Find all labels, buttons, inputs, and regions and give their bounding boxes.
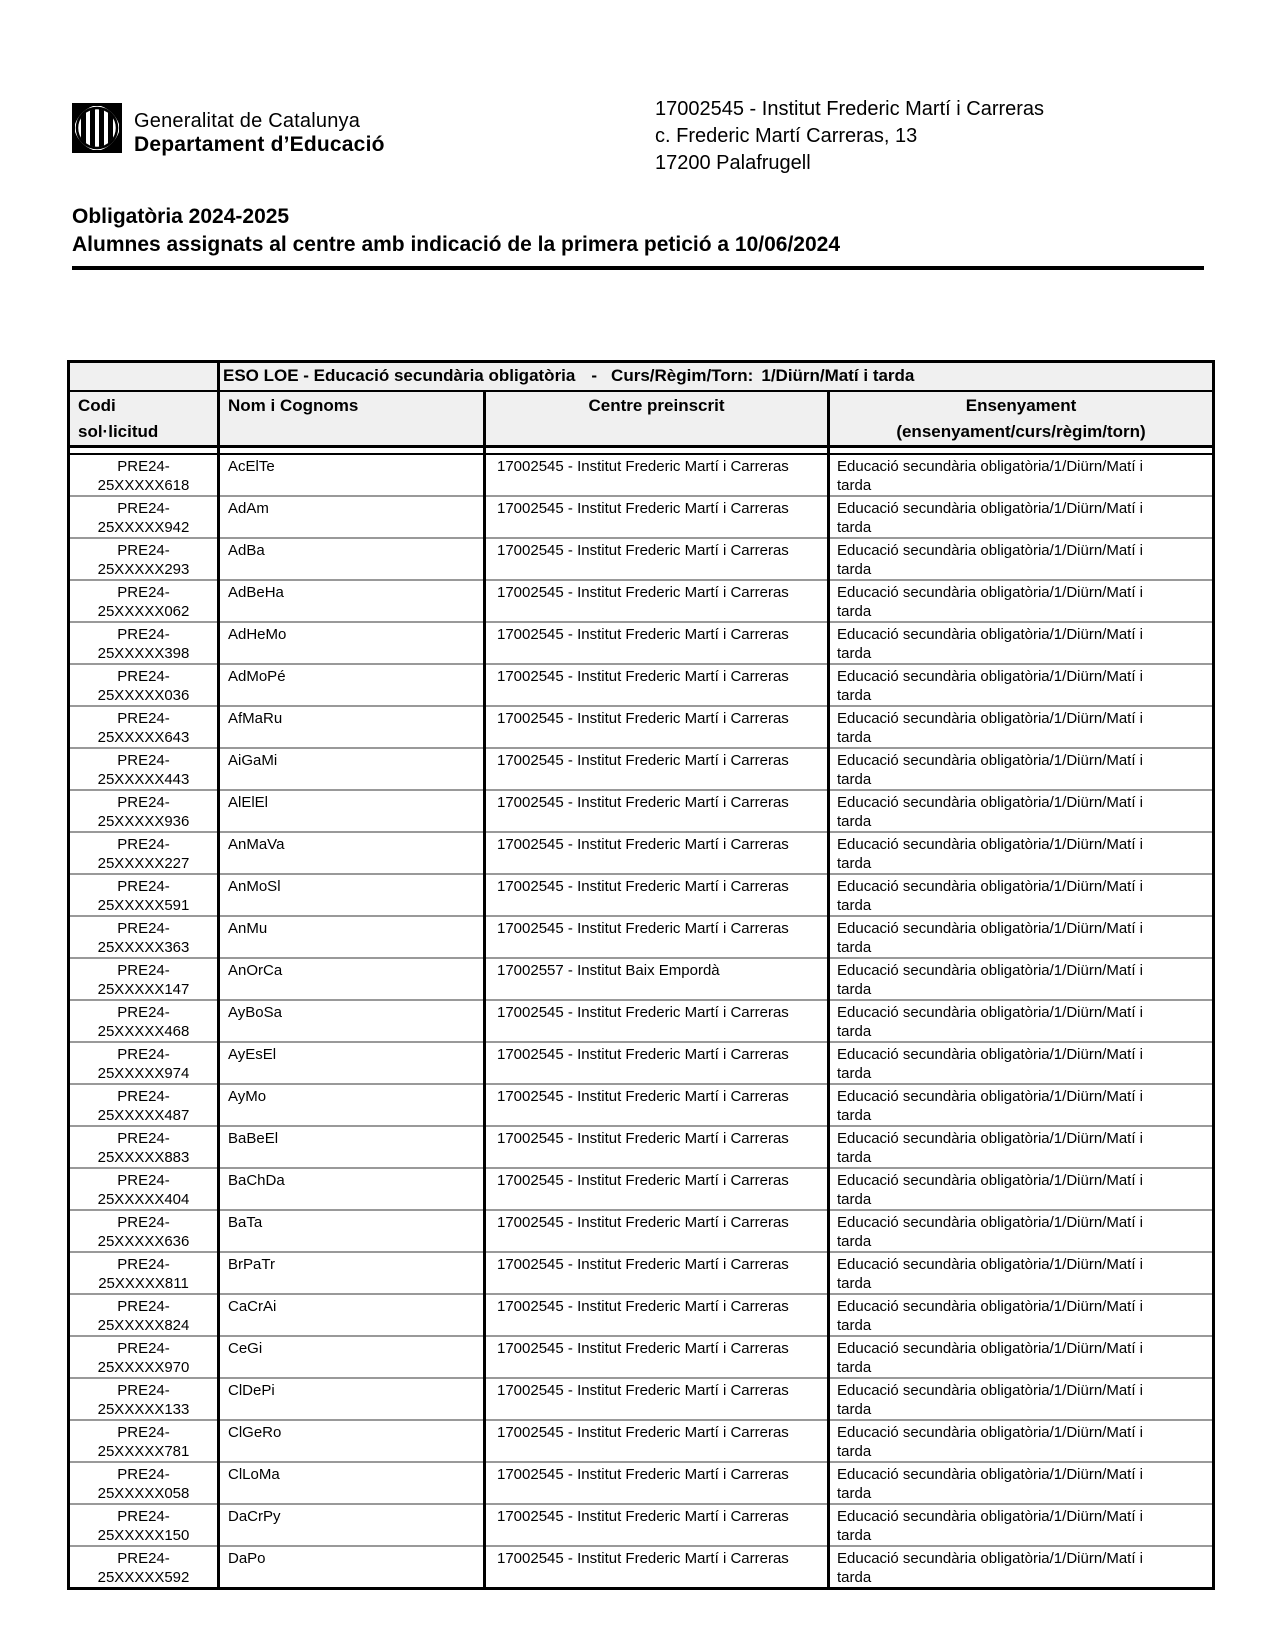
cell-nom-cognoms: BrPaTr <box>219 1252 485 1294</box>
table-row <box>69 1210 1214 1252</box>
cell-ensenyament: Educació secundària obligatòria/1/Diürn/Matí i tarda <box>829 748 1214 790</box>
cell-centre-preinscrit: 17002545 - Institut Frederic Martí i Carreras <box>485 1252 829 1294</box>
cell-codi-sollicitud: PRE24- 25XXXXX404 <box>69 1168 219 1210</box>
cell-centre-preinscrit: 17002545 - Institut Frederic Martí i Carreras <box>485 1042 829 1084</box>
cell-codi-sollicitud: PRE24- 25XXXXX942 <box>69 496 219 538</box>
column-header-ensenyament <box>829 391 1214 447</box>
cell-ensenyament: Educació secundària obligatòria/1/Diürn/Matí i tarda <box>829 1378 1214 1420</box>
cell-codi-sollicitud: PRE24- 25XXXXX636 <box>69 1210 219 1252</box>
centre-address <box>655 96 1044 177</box>
centre-address-line3: 17200 Palafrugell <box>655 152 811 174</box>
cell-ensenyament: Educació secundària obligatòria/1/Diürn/Matí i tarda <box>829 1168 1214 1210</box>
table-row <box>69 1546 1214 1589</box>
cell-nom-cognoms: BaTa <box>219 1210 485 1252</box>
cell-centre-preinscrit: 17002545 - Institut Frederic Martí i Carreras <box>485 538 829 580</box>
cell-nom-cognoms: ClLoMa <box>219 1462 485 1504</box>
cell-centre-preinscrit: 17002545 - Institut Frederic Martí i Carreras <box>485 1420 829 1462</box>
cell-codi-sollicitud: PRE24- 25XXXXX150 <box>69 1504 219 1546</box>
cell-ensenyament: Educació secundària obligatòria/1/Diürn/Matí i tarda <box>829 496 1214 538</box>
cell-centre-preinscrit: 17002545 - Institut Frederic Martí i Carreras <box>485 916 829 958</box>
column-header-nom: Nom i Cognoms <box>219 391 485 447</box>
org-name-line1: Generalitat de Catalunya <box>134 110 361 132</box>
table-row <box>69 1462 1214 1504</box>
cell-ensenyament: Educació secundària obligatòria/1/Diürn/Matí i tarda <box>829 580 1214 622</box>
cell-nom-cognoms: AnMu <box>219 916 485 958</box>
cell-codi-sollicitud: PRE24- 25XXXXX487 <box>69 1084 219 1126</box>
cell-nom-cognoms: AnOrCa <box>219 958 485 1000</box>
cell-codi-sollicitud: PRE24- 25XXXXX293 <box>69 538 219 580</box>
cell-ensenyament: Educació secundària obligatòria/1/Diürn/Matí i tarda <box>829 664 1214 706</box>
cell-nom-cognoms: AnMaVa <box>219 832 485 874</box>
cell-centre-preinscrit: 17002545 - Institut Frederic Martí i Carreras <box>485 1378 829 1420</box>
table-row <box>69 874 1214 916</box>
page-title-line1: Obligatòria 2024-2025 <box>72 205 290 228</box>
table-row <box>69 1084 1214 1126</box>
cell-ensenyament: Educació secundària obligatòria/1/Diürn/Matí i tarda <box>829 1042 1214 1084</box>
cell-centre-preinscrit: 17002545 - Institut Frederic Martí i Carreras <box>485 1336 829 1378</box>
org-name <box>134 103 385 157</box>
cell-codi-sollicitud: PRE24- 25XXXXX058 <box>69 1462 219 1504</box>
cell-codi-sollicitud: PRE24- 25XXXXX147 <box>69 958 219 1000</box>
cell-codi-sollicitud: PRE24- 25XXXXX592 <box>69 1546 219 1589</box>
cell-ensenyament: Educació secundària obligatòria/1/Diürn/Matí i tarda <box>829 706 1214 748</box>
section-program: ESO LOE - Educació secundària obligatòria <box>223 366 576 386</box>
cell-ensenyament: Educació secundària obligatòria/1/Diürn/Matí i tarda <box>829 622 1214 664</box>
cell-codi-sollicitud: PRE24- 25XXXXX398 <box>69 622 219 664</box>
cell-codi-sollicitud: PRE24- 25XXXXX643 <box>69 706 219 748</box>
cell-centre-preinscrit: 17002545 - Institut Frederic Martí i Carreras <box>485 1168 829 1210</box>
section-curs-regim-torn-value: 1/Diürn/Matí i tarda <box>761 366 915 386</box>
header-spacer-row <box>69 446 1214 454</box>
centre-address-line1: 17002545 - Institut Frederic Martí i Carreras <box>655 98 1045 120</box>
table-row <box>69 1336 1214 1378</box>
cell-codi-sollicitud: PRE24- 25XXXXX970 <box>69 1336 219 1378</box>
cell-codi-sollicitud: PRE24- 25XXXXX468 <box>69 1000 219 1042</box>
section-separator: - <box>591 366 598 386</box>
cell-ensenyament: Educació secundària obligatòria/1/Diürn/Matí i tarda <box>829 1294 1214 1336</box>
column-header-codi-line2: sol·licitud <box>78 421 159 441</box>
cell-codi-sollicitud: PRE24- 25XXXXX974 <box>69 1042 219 1084</box>
cell-nom-cognoms: AdMoPé <box>219 664 485 706</box>
cell-codi-sollicitud: PRE24- 25XXXXX936 <box>69 790 219 832</box>
generalitat-logo-icon <box>72 103 122 153</box>
org-name-line2: Departament d’Educació <box>134 133 385 156</box>
table-row <box>69 1504 1214 1546</box>
assignments-table <box>67 360 1215 1590</box>
cell-codi-sollicitud: PRE24- 25XXXXX133 <box>69 1378 219 1420</box>
table-row <box>69 706 1214 748</box>
cell-nom-cognoms: AdBeHa <box>219 580 485 622</box>
cell-codi-sollicitud: PRE24- 25XXXXX062 <box>69 580 219 622</box>
cell-centre-preinscrit: 17002545 - Institut Frederic Martí i Carreras <box>485 1084 829 1126</box>
table-row <box>69 1294 1214 1336</box>
cell-nom-cognoms: ClGeRo <box>219 1420 485 1462</box>
cell-nom-cognoms: DaPo <box>219 1546 485 1589</box>
cell-nom-cognoms: AnMoSl <box>219 874 485 916</box>
cell-codi-sollicitud: PRE24- 25XXXXX811 <box>69 1252 219 1294</box>
cell-nom-cognoms: AiGaMi <box>219 748 485 790</box>
page-title <box>72 203 1204 270</box>
cell-centre-preinscrit: 17002545 - Institut Frederic Martí i Carreras <box>485 1210 829 1252</box>
cell-centre-preinscrit: 17002545 - Institut Frederic Martí i Carreras <box>485 874 829 916</box>
cell-nom-cognoms: AyEsEl <box>219 1042 485 1084</box>
cell-nom-cognoms: CeGi <box>219 1336 485 1378</box>
cell-centre-preinscrit: 17002545 - Institut Frederic Martí i Carreras <box>485 706 829 748</box>
table-row <box>69 1168 1214 1210</box>
section-title-row <box>69 362 1214 391</box>
cell-nom-cognoms: AdBa <box>219 538 485 580</box>
table-row <box>69 1420 1214 1462</box>
cell-centre-preinscrit: 17002545 - Institut Frederic Martí i Carreras <box>485 1294 829 1336</box>
table-row <box>69 748 1214 790</box>
cell-nom-cognoms: AyBoSa <box>219 1000 485 1042</box>
table-row <box>69 664 1214 706</box>
table-row <box>69 622 1214 664</box>
cell-centre-preinscrit: 17002545 - Institut Frederic Martí i Carreras <box>485 496 829 538</box>
cell-centre-preinscrit: 17002545 - Institut Frederic Martí i Carreras <box>485 790 829 832</box>
column-header-ensenyament-line2: (ensenyament/curs/règim/torn) <box>896 421 1146 441</box>
table-row <box>69 790 1214 832</box>
cell-ensenyament: Educació secundària obligatòria/1/Diürn/Matí i tarda <box>829 1420 1214 1462</box>
cell-ensenyament: Educació secundària obligatòria/1/Diürn/Matí i tarda <box>829 1000 1214 1042</box>
cell-nom-cognoms: AyMo <box>219 1084 485 1126</box>
cell-centre-preinscrit: 17002545 - Institut Frederic Martí i Carreras <box>485 454 829 496</box>
table-row <box>69 580 1214 622</box>
cell-centre-preinscrit: 17002545 - Institut Frederic Martí i Carreras <box>485 580 829 622</box>
cell-ensenyament: Educació secundària obligatòria/1/Diürn/Matí i tarda <box>829 832 1214 874</box>
cell-codi-sollicitud: PRE24- 25XXXXX824 <box>69 1294 219 1336</box>
cell-codi-sollicitud: PRE24- 25XXXXX591 <box>69 874 219 916</box>
cell-nom-cognoms: DaCrPy <box>219 1504 485 1546</box>
table-row <box>69 1252 1214 1294</box>
cell-ensenyament: Educació secundària obligatòria/1/Diürn/Matí i tarda <box>829 916 1214 958</box>
table-row <box>69 958 1214 1000</box>
cell-ensenyament: Educació secundària obligatòria/1/Diürn/Matí i tarda <box>829 1210 1214 1252</box>
cell-centre-preinscrit: 17002545 - Institut Frederic Martí i Carreras <box>485 1546 829 1589</box>
page-title-line2: Alumnes assignats al centre amb indicació de la primera petició a 10/06/2024 <box>72 233 841 256</box>
cell-nom-cognoms: AlElEl <box>219 790 485 832</box>
cell-centre-preinscrit: 17002545 - Institut Frederic Martí i Carreras <box>485 1000 829 1042</box>
table-row <box>69 538 1214 580</box>
cell-nom-cognoms: AdAm <box>219 496 485 538</box>
cell-ensenyament: Educació secundària obligatòria/1/Diürn/Matí i tarda <box>829 538 1214 580</box>
section-curs-regim-torn-label: Curs/Règim/Torn: <box>611 366 754 386</box>
cell-nom-cognoms: CaCrAi <box>219 1294 485 1336</box>
table-row <box>69 1000 1214 1042</box>
cell-ensenyament: Educació secundària obligatòria/1/Diürn/Matí i tarda <box>829 1504 1214 1546</box>
cell-codi-sollicitud: PRE24- 25XXXXX618 <box>69 454 219 496</box>
cell-ensenyament: Educació secundària obligatòria/1/Diürn/Matí i tarda <box>829 1546 1214 1589</box>
cell-nom-cognoms: ClDePi <box>219 1378 485 1420</box>
cell-ensenyament: Educació secundària obligatòria/1/Diürn/Matí i tarda <box>829 454 1214 496</box>
cell-nom-cognoms: AdHeMo <box>219 622 485 664</box>
cell-codi-sollicitud: PRE24- 25XXXXX883 <box>69 1126 219 1168</box>
cell-ensenyament: Educació secundària obligatòria/1/Diürn/Matí i tarda <box>829 1126 1214 1168</box>
cell-centre-preinscrit: 17002545 - Institut Frederic Martí i Carreras <box>485 1126 829 1168</box>
cell-centre-preinscrit: 17002545 - Institut Frederic Martí i Carreras <box>485 664 829 706</box>
table-row <box>69 832 1214 874</box>
cell-nom-cognoms: BaChDa <box>219 1168 485 1210</box>
table-row <box>69 916 1214 958</box>
cell-ensenyament: Educació secundària obligatòria/1/Diürn/Matí i tarda <box>829 958 1214 1000</box>
cell-codi-sollicitud: PRE24- 25XXXXX227 <box>69 832 219 874</box>
column-header-ensenyament-line1: Ensenyament <box>965 395 1077 415</box>
column-header-centre: Centre preinscrit <box>485 391 829 447</box>
cell-centre-preinscrit: 17002545 - Institut Frederic Martí i Carreras <box>485 748 829 790</box>
table-row <box>69 1378 1214 1420</box>
cell-codi-sollicitud: PRE24- 25XXXXX443 <box>69 748 219 790</box>
cell-nom-cognoms: AfMaRu <box>219 706 485 748</box>
cell-codi-sollicitud: PRE24- 25XXXXX363 <box>69 916 219 958</box>
table-row <box>69 1126 1214 1168</box>
section-title <box>219 362 1214 391</box>
column-header-row <box>69 391 1214 447</box>
cell-ensenyament: Educació secundària obligatòria/1/Diürn/Matí i tarda <box>829 874 1214 916</box>
table-row <box>69 496 1214 538</box>
cell-nom-cognoms: AcElTe <box>219 454 485 496</box>
column-header-codi-line1: Codi <box>78 395 116 415</box>
org-header <box>72 103 385 157</box>
cell-ensenyament: Educació secundària obligatòria/1/Diürn/Matí i tarda <box>829 1084 1214 1126</box>
table-row <box>69 454 1214 496</box>
cell-nom-cognoms: BaBeEl <box>219 1126 485 1168</box>
centre-address-line2: c. Frederic Martí Carreras, 13 <box>655 125 918 147</box>
cell-ensenyament: Educació secundària obligatòria/1/Diürn/Matí i tarda <box>829 790 1214 832</box>
table-row <box>69 1042 1214 1084</box>
column-header-codi <box>69 391 219 447</box>
table-body <box>69 454 1214 1589</box>
cell-codi-sollicitud: PRE24- 25XXXXX036 <box>69 664 219 706</box>
cell-centre-preinscrit: 17002545 - Institut Frederic Martí i Carreras <box>485 622 829 664</box>
cell-centre-preinscrit: 17002545 - Institut Frederic Martí i Carreras <box>485 832 829 874</box>
section-title-empty-cell <box>69 362 219 391</box>
cell-ensenyament: Educació secundària obligatòria/1/Diürn/Matí i tarda <box>829 1336 1214 1378</box>
cell-codi-sollicitud: PRE24- 25XXXXX781 <box>69 1420 219 1462</box>
cell-ensenyament: Educació secundària obligatòria/1/Diürn/Matí i tarda <box>829 1462 1214 1504</box>
cell-centre-preinscrit: 17002545 - Institut Frederic Martí i Carreras <box>485 1504 829 1546</box>
cell-ensenyament: Educació secundària obligatòria/1/Diürn/Matí i tarda <box>829 1252 1214 1294</box>
cell-centre-preinscrit: 17002557 - Institut Baix Empordà <box>485 958 829 1000</box>
cell-centre-preinscrit: 17002545 - Institut Frederic Martí i Carreras <box>485 1462 829 1504</box>
